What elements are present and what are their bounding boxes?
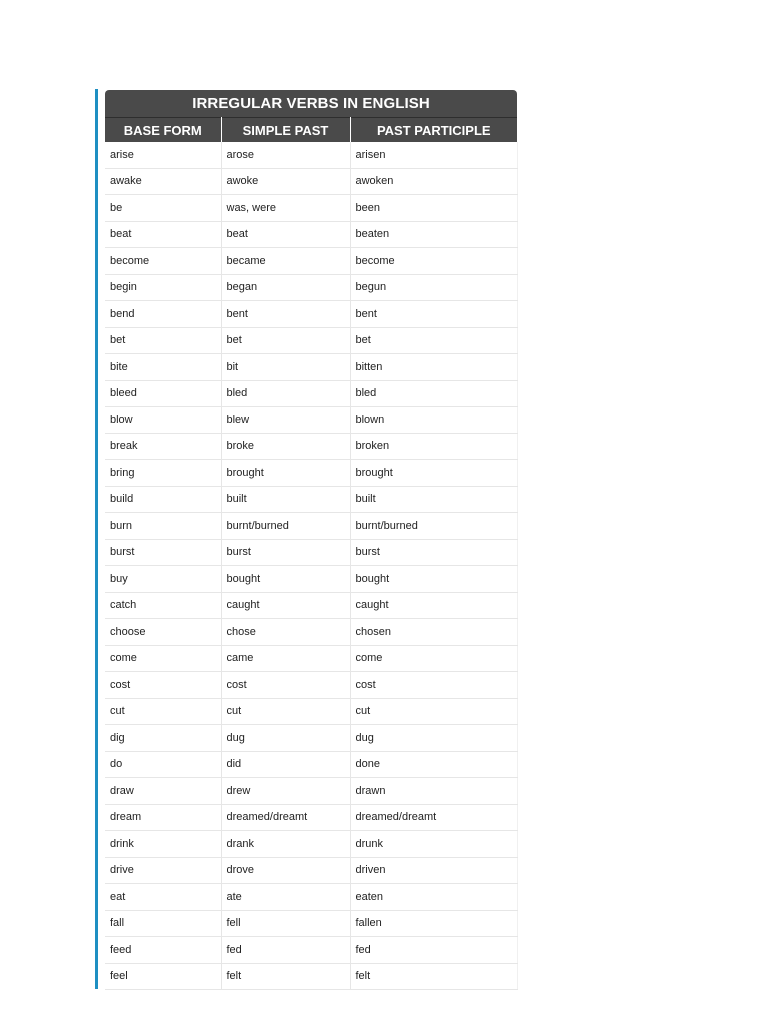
past-participle-cell: drunk xyxy=(350,831,517,858)
simple-past-cell: became xyxy=(221,248,350,275)
past-participle-cell: dreamed/dreamt xyxy=(350,804,517,831)
past-participle-cell: awoken xyxy=(350,168,517,195)
past-participle-cell: bitten xyxy=(350,354,517,381)
base-form-cell: drink xyxy=(105,831,221,858)
past-participle-cell: beaten xyxy=(350,221,517,248)
past-participle-cell: fed xyxy=(350,937,517,964)
table-row xyxy=(105,301,517,328)
table-row xyxy=(105,566,517,593)
simple-past-cell: was, were xyxy=(221,195,350,222)
base-form-cell: burst xyxy=(105,539,221,566)
simple-past-cell: dreamed/dreamt xyxy=(221,804,350,831)
table-row xyxy=(105,645,517,672)
past-participle-cell: begun xyxy=(350,274,517,301)
past-participle-cell: come xyxy=(350,645,517,672)
table-row xyxy=(105,433,517,460)
simple-past-cell: cost xyxy=(221,672,350,699)
table-row xyxy=(105,725,517,752)
simple-past-cell: burnt/burned xyxy=(221,513,350,540)
simple-past-cell: built xyxy=(221,486,350,513)
base-form-cell: cost xyxy=(105,672,221,699)
base-form-cell: break xyxy=(105,433,221,460)
past-participle-cell: bent xyxy=(350,301,517,328)
past-participle-cell: caught xyxy=(350,592,517,619)
base-form-cell: feel xyxy=(105,963,221,990)
past-participle-cell: arisen xyxy=(350,142,517,168)
table-row xyxy=(105,778,517,805)
simple-past-cell: bled xyxy=(221,380,350,407)
table-row xyxy=(105,168,517,195)
simple-past-cell: drank xyxy=(221,831,350,858)
simple-past-cell: arose xyxy=(221,142,350,168)
base-form-cell: bring xyxy=(105,460,221,487)
simple-past-cell: felt xyxy=(221,963,350,990)
past-participle-cell: driven xyxy=(350,857,517,884)
simple-past-cell: chose xyxy=(221,619,350,646)
table-row xyxy=(105,460,517,487)
simple-past-cell: fell xyxy=(221,910,350,937)
simple-past-cell: bent xyxy=(221,301,350,328)
table-body xyxy=(105,142,517,990)
base-form-cell: dig xyxy=(105,725,221,752)
table-row xyxy=(105,672,517,699)
table-row xyxy=(105,804,517,831)
past-participle-cell: done xyxy=(350,751,517,778)
base-form-cell: catch xyxy=(105,592,221,619)
simple-past-cell: drove xyxy=(221,857,350,884)
base-form-cell: burn xyxy=(105,513,221,540)
table-header-row xyxy=(105,118,517,143)
base-form-cell: awake xyxy=(105,168,221,195)
table-row xyxy=(105,327,517,354)
table-row xyxy=(105,831,517,858)
header-past-participle: PAST PARTICIPLE xyxy=(350,118,517,143)
table-row xyxy=(105,354,517,381)
simple-past-cell: dug xyxy=(221,725,350,752)
simple-past-cell: ate xyxy=(221,884,350,911)
base-form-cell: bite xyxy=(105,354,221,381)
base-form-cell: blow xyxy=(105,407,221,434)
table-title: IRREGULAR VERBS IN ENGLISH xyxy=(105,90,517,118)
simple-past-cell: fed xyxy=(221,937,350,964)
base-form-cell: fall xyxy=(105,910,221,937)
irregular-verbs-table xyxy=(105,90,518,990)
base-form-cell: begin xyxy=(105,274,221,301)
header-simple-past: SIMPLE PAST xyxy=(221,118,350,143)
base-form-cell: bleed xyxy=(105,380,221,407)
past-participle-cell: bought xyxy=(350,566,517,593)
past-participle-cell: burnt/burned xyxy=(350,513,517,540)
table-row xyxy=(105,274,517,301)
past-participle-cell: felt xyxy=(350,963,517,990)
left-accent-bar xyxy=(95,89,98,989)
past-participle-cell: been xyxy=(350,195,517,222)
base-form-cell: choose xyxy=(105,619,221,646)
table-row xyxy=(105,142,517,168)
simple-past-cell: brought xyxy=(221,460,350,487)
table-row xyxy=(105,937,517,964)
table-row xyxy=(105,910,517,937)
past-participle-cell: bled xyxy=(350,380,517,407)
base-form-cell: draw xyxy=(105,778,221,805)
table-row xyxy=(105,698,517,725)
simple-past-cell: came xyxy=(221,645,350,672)
table-row xyxy=(105,857,517,884)
simple-past-cell: bet xyxy=(221,327,350,354)
header-base-form: BASE FORM xyxy=(105,118,221,143)
base-form-cell: eat xyxy=(105,884,221,911)
table-row xyxy=(105,380,517,407)
past-participle-cell: blown xyxy=(350,407,517,434)
past-participle-cell: drawn xyxy=(350,778,517,805)
simple-past-cell: broke xyxy=(221,433,350,460)
base-form-cell: arise xyxy=(105,142,221,168)
base-form-cell: become xyxy=(105,248,221,275)
simple-past-cell: blew xyxy=(221,407,350,434)
past-participle-cell: broken xyxy=(350,433,517,460)
table-row xyxy=(105,884,517,911)
past-participle-cell: brought xyxy=(350,460,517,487)
simple-past-cell: bought xyxy=(221,566,350,593)
base-form-cell: cut xyxy=(105,698,221,725)
table-row xyxy=(105,592,517,619)
past-participle-cell: fallen xyxy=(350,910,517,937)
base-form-cell: buy xyxy=(105,566,221,593)
simple-past-cell: did xyxy=(221,751,350,778)
past-participle-cell: built xyxy=(350,486,517,513)
base-form-cell: feed xyxy=(105,937,221,964)
base-form-cell: beat xyxy=(105,221,221,248)
table-title-row xyxy=(105,90,517,118)
table-row xyxy=(105,751,517,778)
simple-past-cell: caught xyxy=(221,592,350,619)
past-participle-cell: bet xyxy=(350,327,517,354)
past-participle-cell: cut xyxy=(350,698,517,725)
simple-past-cell: awoke xyxy=(221,168,350,195)
base-form-cell: be xyxy=(105,195,221,222)
table-row xyxy=(105,248,517,275)
base-form-cell: build xyxy=(105,486,221,513)
table-row xyxy=(105,221,517,248)
simple-past-cell: burst xyxy=(221,539,350,566)
table-row xyxy=(105,195,517,222)
table-row xyxy=(105,619,517,646)
table-row xyxy=(105,407,517,434)
base-form-cell: bet xyxy=(105,327,221,354)
table-row xyxy=(105,486,517,513)
base-form-cell: dream xyxy=(105,804,221,831)
base-form-cell: do xyxy=(105,751,221,778)
table-row xyxy=(105,539,517,566)
simple-past-cell: drew xyxy=(221,778,350,805)
past-participle-cell: chosen xyxy=(350,619,517,646)
past-participle-cell: burst xyxy=(350,539,517,566)
past-participle-cell: become xyxy=(350,248,517,275)
base-form-cell: come xyxy=(105,645,221,672)
simple-past-cell: bit xyxy=(221,354,350,381)
base-form-cell: bend xyxy=(105,301,221,328)
past-participle-cell: dug xyxy=(350,725,517,752)
table-row xyxy=(105,963,517,990)
past-participle-cell: eaten xyxy=(350,884,517,911)
base-form-cell: drive xyxy=(105,857,221,884)
simple-past-cell: began xyxy=(221,274,350,301)
table-row xyxy=(105,513,517,540)
simple-past-cell: cut xyxy=(221,698,350,725)
past-participle-cell: cost xyxy=(350,672,517,699)
simple-past-cell: beat xyxy=(221,221,350,248)
